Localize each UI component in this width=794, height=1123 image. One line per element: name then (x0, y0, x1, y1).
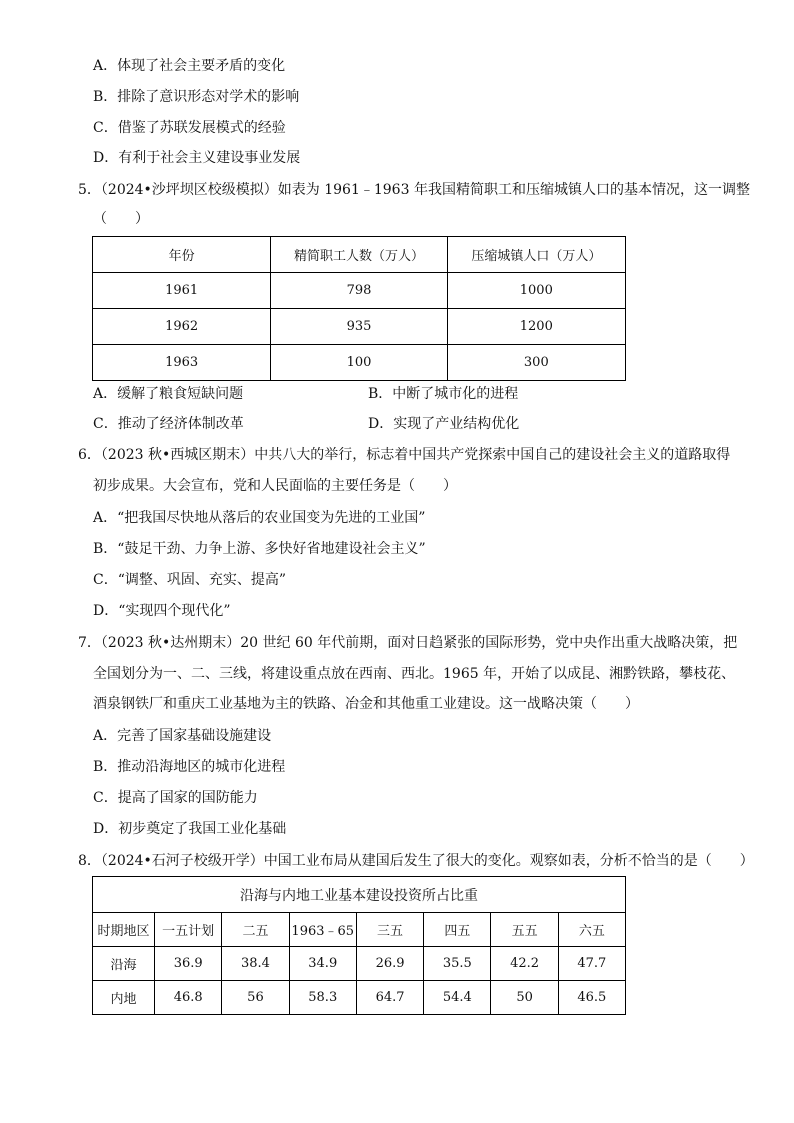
q7-stem-line1: 7．（2023 秋•达州期末）20 世纪 60 年代前期，面对日趋紧张的国际形势，党中央作出重大战略决策，把 (78, 635, 738, 651)
q5-option-c: C．推动了经济体制改革 (93, 416, 244, 432)
q5-option-a: A．缓解了粮食短缺问题 (93, 386, 244, 402)
table-cell: 300 (447, 345, 625, 381)
q6-option-b: B．“鼓足干劲、力争上游、多快好省地建设社会主义” (93, 541, 426, 557)
table-cell: 46.5 (558, 981, 625, 1015)
q6-option-d: D．“实现四个现代化” (93, 603, 231, 619)
table-row (93, 947, 626, 981)
table-cell: 47.7 (558, 947, 625, 981)
q7-option-d: D．初步奠定了我国工业化基础 (93, 821, 287, 837)
table-cell: 内地 (93, 981, 155, 1015)
table-cell: 46.8 (155, 981, 222, 1015)
table-cell: 36.9 (155, 947, 222, 981)
table-header-cell: 1963﹣65 (289, 913, 356, 947)
q5-option-b: B．中断了城市化的进程 (368, 386, 519, 402)
table-header-cell: 精简职工人数（万人） (271, 237, 447, 273)
table-cell: 798 (271, 273, 447, 309)
table-cell: 1000 (447, 273, 625, 309)
table-header-cell: 时期地区 (93, 913, 155, 947)
table-caption: 沿海与内地工业基本建设投资所占比重 (93, 877, 626, 913)
q5-table (92, 236, 626, 381)
table-header-cell: 五五 (491, 913, 558, 947)
table-cell: 1961 (93, 273, 271, 309)
q4-option-c: C．借鉴了苏联发展模式的经验 (93, 120, 286, 136)
q8-table (92, 876, 626, 1015)
q5-stem-line1: 5．（2024•沙坪坝区校级模拟）如表为 1961﹣1963 年我国精简职工和压缩城镇人口的基本情况，这一调整 (78, 182, 750, 198)
table-header-cell: 二五 (222, 913, 289, 947)
table-header-cell: 四五 (424, 913, 491, 947)
q7-option-b: B．推动沿海地区的城市化进程 (93, 759, 286, 775)
table-cell: 64.7 (356, 981, 423, 1015)
table-row (93, 981, 626, 1015)
table-row (93, 309, 626, 345)
q7-stem-line2: 全国划分为一、二、三线，将建设重点放在西南、西北。1965 年，开始了以成昆、湘黔铁路，攀枝花、 (93, 666, 736, 682)
table-row (93, 273, 626, 309)
q7-stem-line3: 酒泉钢铁厂和重庆工业基地为主的铁路、冶金和其他重工业建设。这一战略决策（ ） (93, 696, 639, 712)
table-header-cell: 压缩城镇人口（万人） (447, 237, 625, 273)
table-cell: 50 (491, 981, 558, 1015)
q7-option-c: C．提高了国家的国防能力 (93, 790, 258, 806)
table-header-cell: 六五 (558, 913, 625, 947)
q6-option-a: A．“把我国尽快地从落后的农业国变为先进的工业国” (93, 510, 426, 526)
q4-option-b: B．排除了意识形态对学术的影响 (93, 89, 300, 105)
table-cell: 54.4 (424, 981, 491, 1015)
q7-option-a: A．完善了国家基础设施建设 (93, 728, 272, 744)
table-header-row (93, 237, 626, 273)
q8-stem-line1: 8．（2024•石河子校级开学）中国工业布局从建国后发生了很大的变化。观察如表，分析不恰当的是（ ） (78, 853, 754, 869)
table-caption-row (93, 877, 626, 913)
q5-option-d: D．实现了产业结构优化 (368, 416, 520, 432)
table-header-cell: 三五 (356, 913, 423, 947)
q6-stem-line1: 6．（2023 秋•西城区期末）中共八大的举行，标志着中国共产党探索中国自己的建设社会主义的道路取得 (78, 447, 731, 463)
table-header-cell: 一五计划 (155, 913, 222, 947)
table-cell: 58.3 (289, 981, 356, 1015)
table-header-row (93, 913, 626, 947)
table-cell: 38.4 (222, 947, 289, 981)
table-cell: 26.9 (356, 947, 423, 981)
table-cell: 56 (222, 981, 289, 1015)
q4-option-d: D．有利于社会主义建设事业发展 (93, 150, 301, 166)
table-cell: 1962 (93, 309, 271, 345)
q6-stem-line2: 初步成果。大会宣布，党和人民面临的主要任务是（ ） (93, 478, 457, 494)
table-cell: 沿海 (93, 947, 155, 981)
table-cell: 935 (271, 309, 447, 345)
table-cell: 100 (271, 345, 447, 381)
q4-option-a: A．体现了社会主要矛盾的变化 (93, 58, 286, 74)
q5-stem-line2: （ ） (93, 211, 149, 227)
q6-option-c: C．“调整、巩固、充实、提高” (93, 572, 287, 588)
table-header-cell: 年份 (93, 237, 271, 273)
table-cell: 34.9 (289, 947, 356, 981)
table-row (93, 345, 626, 381)
table-cell: 1200 (447, 309, 625, 345)
table-cell: 35.5 (424, 947, 491, 981)
table-cell: 42.2 (491, 947, 558, 981)
table-cell: 1963 (93, 345, 271, 381)
